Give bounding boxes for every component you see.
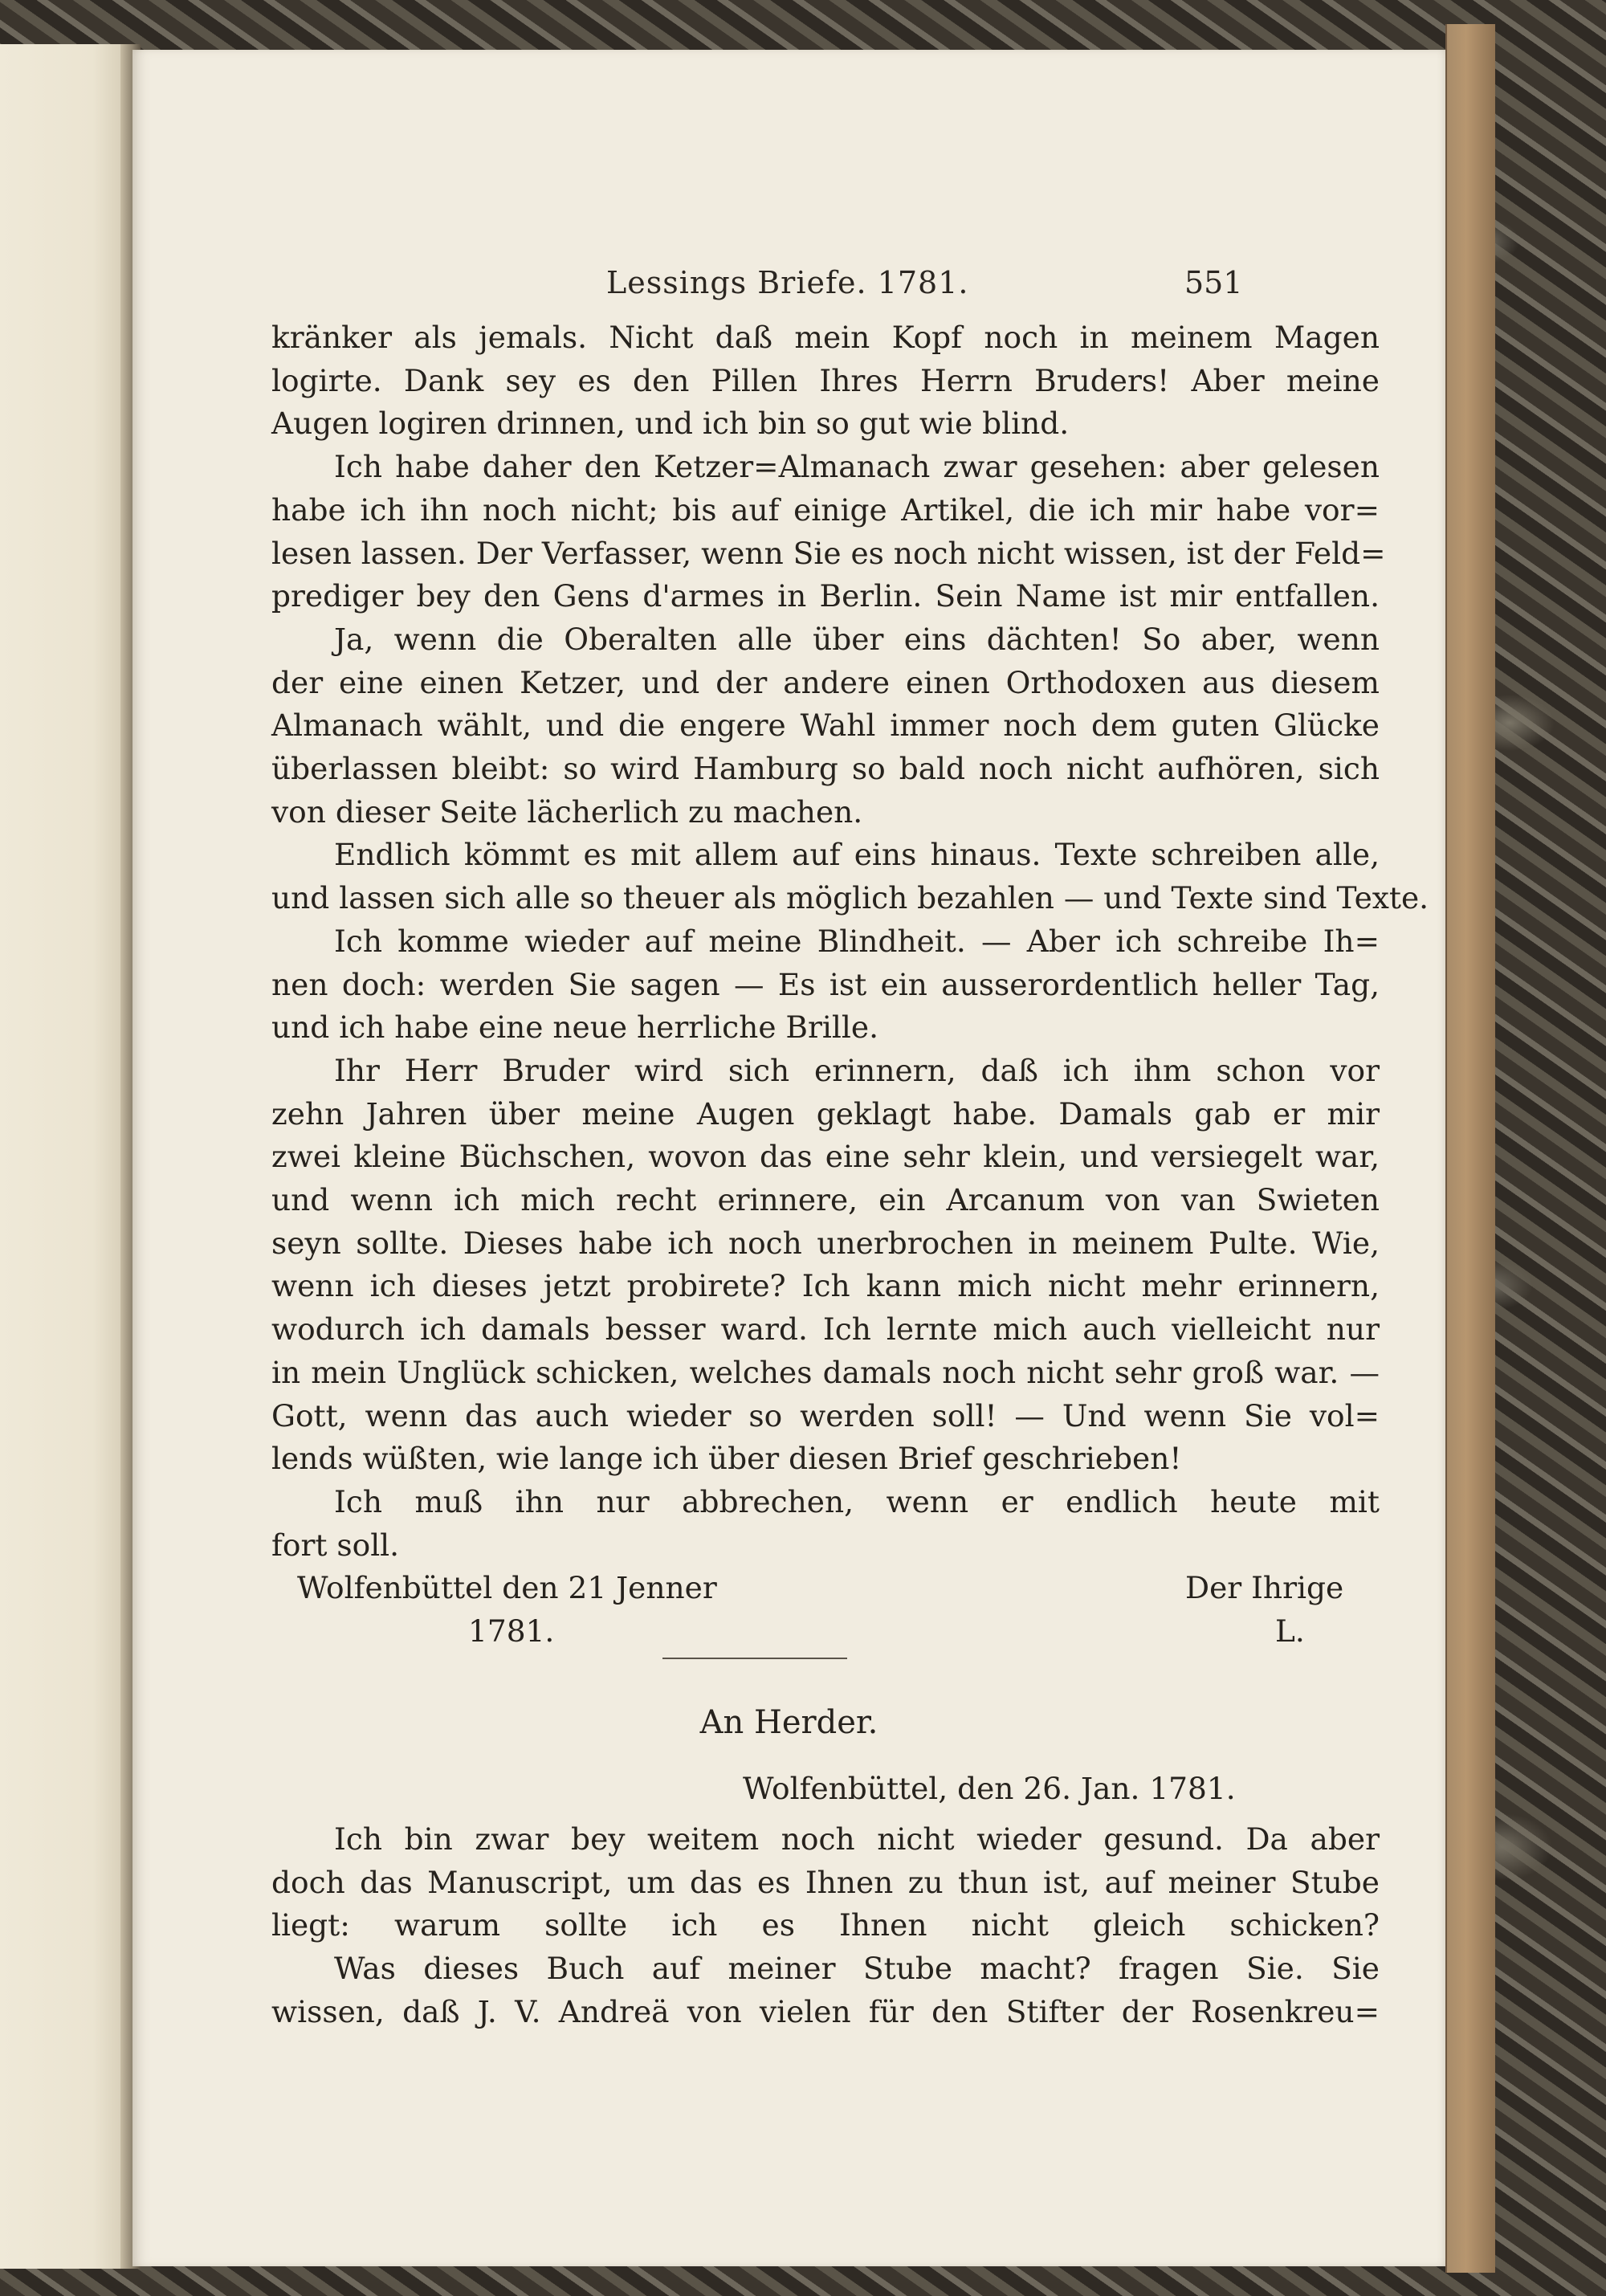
text-line: Ihr Herr Bruder wird sich erinnern, daß ich ihm schon vor xyxy=(334,1052,1380,1088)
text-line: Ich komme wieder auf meine Blindheit. — Aber ich schreibe Ih= xyxy=(334,923,1380,959)
signature: Der Ihrige xyxy=(1185,1570,1344,1606)
closing-place-date: Wolfenbüttel den 21 Jenner xyxy=(297,1570,717,1606)
text-line: lends wüßten, wie lange ich über diesen Brief geschrieben! xyxy=(271,1441,1182,1477)
letter-heading: An Herder. xyxy=(699,1704,878,1741)
letter-dateline: Wolfenbüttel, den 26. Jan. 1781. xyxy=(743,1771,1236,1806)
text-line: und wenn ich mich recht erinnere, ein Arcanum von van Swieten xyxy=(271,1182,1380,1218)
text-line: wenn ich dieses jetzt probirete? Ich kann mich nicht mehr erinnern, xyxy=(271,1268,1380,1304)
text-line: in mein Unglück schicken, welches damals noch nicht sehr groß war. — xyxy=(271,1354,1380,1390)
text-line: Ich habe daher den Ketzer=Almanach zwar gesehen: aber gelesen xyxy=(334,449,1380,485)
letter-closing xyxy=(271,1567,1380,1654)
text-line: kränker als jemals. Nicht daß mein Kopf noch in meinem Magen xyxy=(271,320,1380,355)
text-line: Almanach wählt, und die engere Wahl immer noch dem guten Glücke xyxy=(271,708,1380,744)
text-line: nen doch: werden Sie sagen — Es ist ein ausserordentlich heller Tag, xyxy=(271,966,1380,1002)
text-line: Ja, wenn die Oberalten alle über eins dächten! So aber, wenn xyxy=(334,621,1380,657)
page-number: 551 xyxy=(1184,265,1243,300)
running-head-title: Lessings Briefe. 1781. xyxy=(606,265,969,300)
text-line: und lassen sich alle so theuer als möglich bezahlen — und Texte sind Texte. xyxy=(271,880,1429,916)
text-line: zwei kleine Büchschen, wovon das eine sehr klein, und versiegelt war, xyxy=(271,1139,1380,1175)
text-line: zehn Jahren über meine Augen geklagt habe. Damals gab er mir xyxy=(271,1095,1380,1132)
section-divider xyxy=(662,1658,847,1659)
running-head xyxy=(132,265,1445,305)
text-line: wissen, daß J. V. Andreä von vielen für den Stifter der Rosenkreu= xyxy=(271,1993,1380,2029)
text-line: und ich habe eine neue herrliche Brille. xyxy=(271,1009,879,1046)
text-line: doch das Manuscript, um das es Ihnen zu thun ist, auf meiner Stube xyxy=(271,1864,1380,1900)
text-line: Endlich kömmt es mit allem auf eins hinaus. Texte schreiben alle, xyxy=(334,837,1380,873)
text-line: Ich bin zwar bey weitem noch nicht wieder gesund. Da aber xyxy=(334,1821,1380,1857)
text-line: lesen lassen. Der Verfasser, wenn Sie es noch nicht wissen, ist der Feld= xyxy=(271,535,1386,571)
closing-year: 1781. xyxy=(468,1613,555,1650)
text-line: von dieser Seite lächerlich zu machen. xyxy=(271,793,863,830)
text-line: Augen logiren drinnen, und ich bin so gut wie blind. xyxy=(271,406,1070,442)
book-page xyxy=(132,50,1445,2266)
text-line: logirte. Dank sey es den Pillen Ihres Herrn Bruders! Aber meine xyxy=(271,362,1380,398)
text-line: der eine einen Ketzer, und der andere einen Orthodoxen aus diesem xyxy=(271,664,1380,700)
signature-initial: L. xyxy=(1275,1613,1305,1650)
text-line: seyn sollte. Dieses habe ich noch unerbrochen in meinem Pulte. Wie, xyxy=(271,1225,1380,1261)
left-facing-page xyxy=(0,44,132,2269)
letter-body-2 xyxy=(271,1818,1380,2034)
text-line: habe ich ihn noch nicht; bis auf einige Artikel, die ich mir habe vor= xyxy=(271,491,1380,528)
text-line: Ich muß ihn nur abbrechen, wenn er endlich heute mit xyxy=(334,1483,1380,1519)
text-line: überlassen bleibt: so wird Hamburg so bald noch nicht aufhören, sich xyxy=(271,751,1380,787)
text-line: wodurch ich damals besser ward. Ich lernte mich auch vielleicht nur xyxy=(271,1311,1380,1348)
text-line: fort soll. xyxy=(271,1527,400,1563)
text-line: Was dieses Buch auf meiner Stube macht? fragen Sie. Sie xyxy=(334,1951,1380,1987)
binding-edge xyxy=(1445,24,1495,2273)
text-line: Gott, wenn das auch wieder so werden soll! — Und wenn Sie vol= xyxy=(271,1397,1380,1433)
letter-body xyxy=(271,316,1429,1654)
text-line: prediger bey den Gens d'armes in Berlin. Sein Name ist mir entfallen. xyxy=(271,578,1380,614)
text-line: liegt: warum sollte ich es Ihnen nicht gleich schicken? xyxy=(271,1907,1380,1943)
